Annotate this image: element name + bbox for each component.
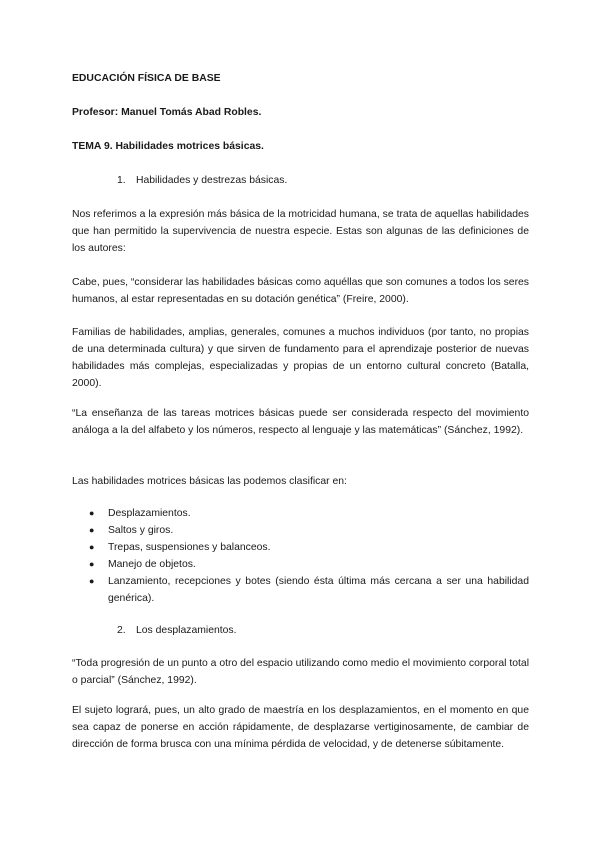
bullet-icon: ● <box>89 576 95 586</box>
bullet-text: Manejo de objetos. <box>108 559 196 570</box>
paragraph-displacement-definition: “Toda progresión de un punto a otro del espacio utilizando como medio el movimiento corporal total o parcial” (Sánchez, 1992). <box>72 658 529 686</box>
paragraph-sanchez-quote: “La enseñanza de las tareas motrices básicas puede ser considerada respecto del movimiento análoga a la del alfabeto y los números, respecto al lenguaje y las matemáticas” (Sánchez, 1992). <box>72 408 529 436</box>
paragraph-freire-quote: Cabe, pues, “considerar las habilidades básicas como aquéllas que son comunes a todos los seres humanos, al estar representadas en su dotación genética” (Freire, 2000). <box>72 277 529 305</box>
paragraph-classification-intro: Las habilidades motrices básicas las podemos clasificar en: <box>72 476 347 487</box>
paragraph-batalla-definition: Familias de habilidades, amplias, generales, comunes a muchos individuos (por tanto, no propias de una determinada cultura) y que sirven de fundamento para el aprendizaje posterior de nuevas habilidades más complejas, especializadas y propias de un entorno cultural concreto (Batalla, 2000). <box>72 327 529 389</box>
bullet-icon: ● <box>89 525 95 535</box>
section-1-number: 1. <box>117 175 126 186</box>
section-2-number: 2. <box>117 625 126 636</box>
paragraph-intro: Nos referimos a la expresión más básica de la motricidad humana, se trata de aquellas habilidades que han permitido la supervivencia de nuestra especie. Estas son algunas de las definiciones de los autores: <box>72 209 529 254</box>
document-title: EDUCACIÓN FÍSICA DE BASE <box>72 73 221 84</box>
bullet-icon: ● <box>89 542 95 552</box>
section-1-title: Habilidades y destrezas básicas. <box>136 175 288 186</box>
bullet-icon: ● <box>89 508 95 518</box>
professor-line: Profesor: Manuel Tomás Abad Robles. <box>72 107 262 118</box>
bullet-text: Lanzamiento, recepciones y botes (siendo ésta última más cercana a ser una habilidad genérica). <box>108 576 529 604</box>
bullet-text: Saltos y giros. <box>108 525 174 536</box>
topic-heading: TEMA 9. Habilidades motrices básicas. <box>72 141 264 152</box>
section-2-title: Los desplazamientos. <box>136 625 237 636</box>
bullet-icon: ● <box>89 559 95 569</box>
bullet-text: Desplazamientos. <box>108 508 191 519</box>
bullet-text: Trepas, suspensiones y balanceos. <box>108 542 271 553</box>
paragraph-displacement-mastery: El sujeto logrará, pues, un alto grado de maestría en los desplazamientos, en el momento en que sea capaz de ponerse en acción rápidamente, de desplazarse vertiginosamente, de cambiar de dirección de forma brusca con una mínima pérdida de velocidad, y de detenerse súbitamente. <box>72 705 529 750</box>
